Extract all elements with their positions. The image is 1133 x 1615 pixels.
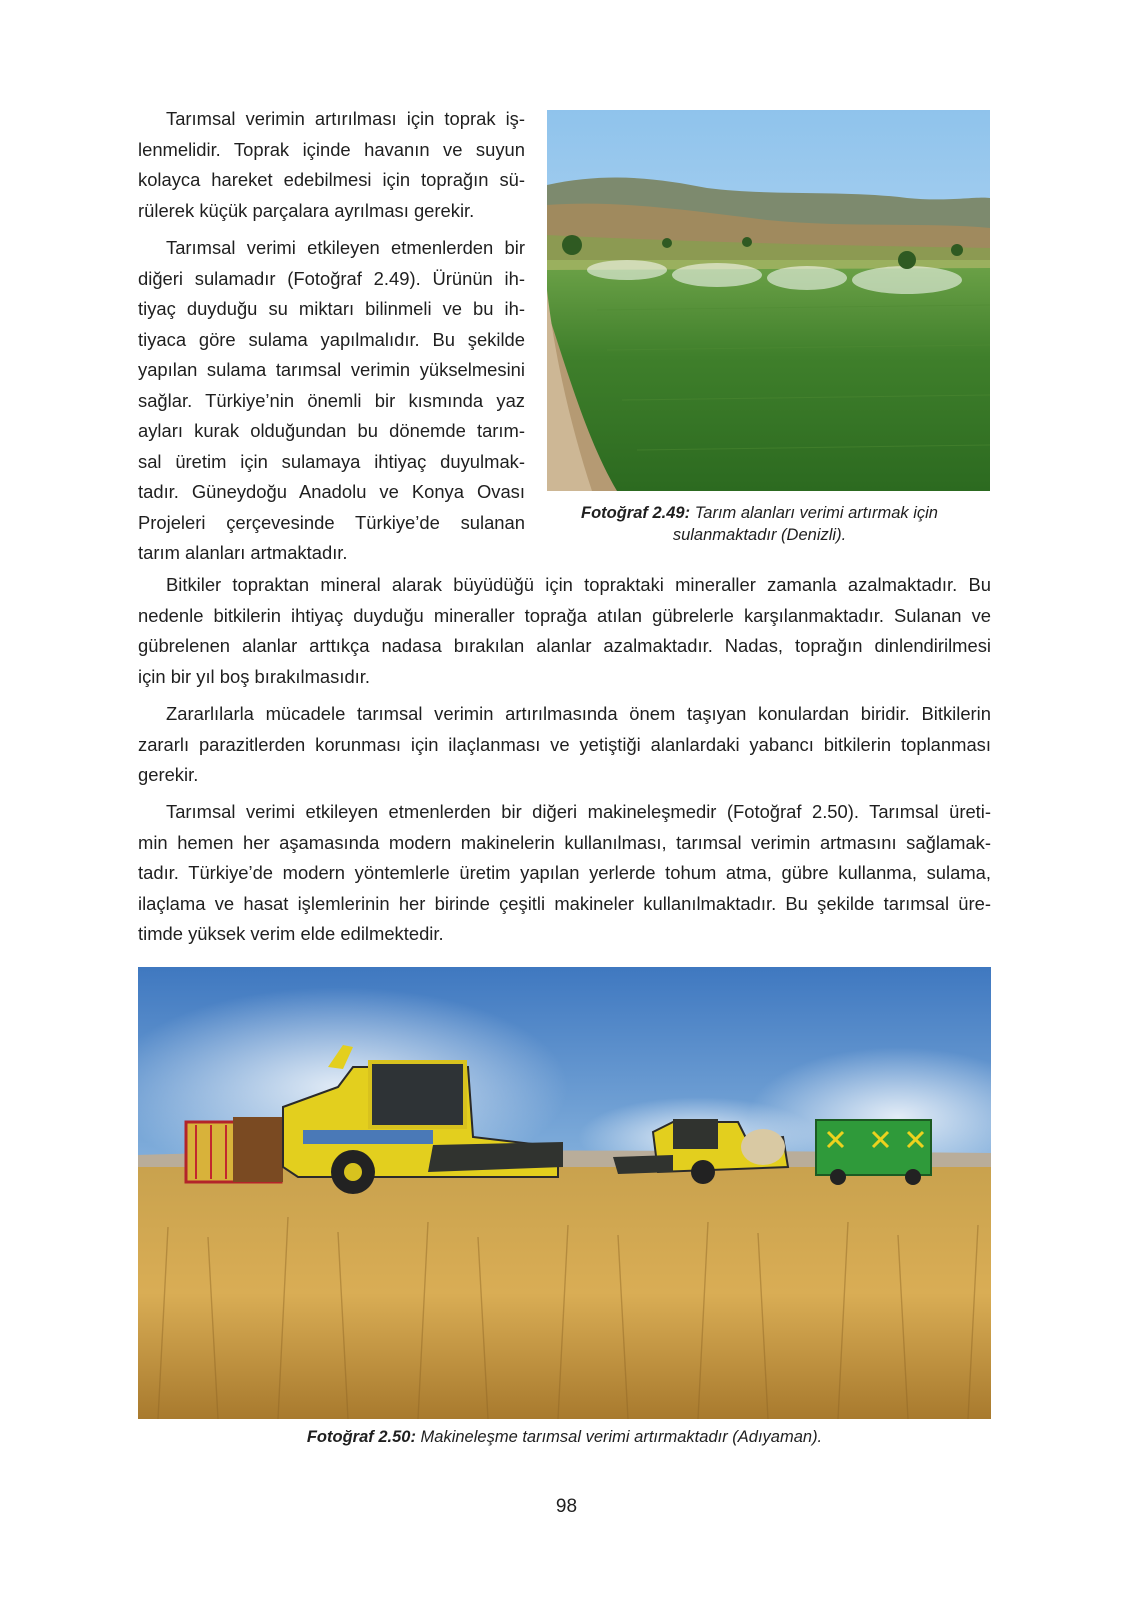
- text-line: ayları kurak olduğundan bu dönemde tarım-: [138, 420, 525, 441]
- caption-label: Fotoğraf 2.49:: [581, 504, 691, 522]
- text-line: rülerek küçük parçalara ayrılması gerekir.: [138, 199, 475, 221]
- photo-irrigation-field: [547, 110, 990, 491]
- paragraph-3: [138, 570, 991, 692]
- text-line: tiyaç duyduğu su miktarı bilinmeli ve bu ih-: [138, 298, 525, 319]
- caption-text: Makineleşme tarımsal verimi artırmaktadır (Adıyaman).: [420, 1428, 823, 1446]
- text-line: ilaçlama ve hasat işlemlerinin her birinde çeşitli makineler kullanılmaktadır. Bu şekilde tarımsal üre-: [138, 892, 991, 914]
- caption-label: Fotoğraf 2.50:: [306, 1428, 416, 1446]
- caption-text: Tarım alanları verimi artırmak için: [694, 504, 938, 522]
- harvesters-wheat-image: [138, 967, 991, 1419]
- photo-caption-2-49: [547, 502, 972, 546]
- text-line: Tarımsal verimi etkileyen etmenlerden bir diğeri makineleşmedir (Fotoğraf 2.50). Tarımsal üreti-: [166, 801, 991, 822]
- text-line: gerekir.: [138, 764, 199, 785]
- text-line: tadır. Güneydoğu Anadolu ve Konya Ovası: [138, 481, 525, 502]
- text-line: yapılan sulama tarımsal verimin yükselmesini: [138, 359, 525, 380]
- photo-harvesters-wheat: [138, 967, 991, 1419]
- text-line: Tarımsal verimi etkileyen etmenlerden bir: [166, 237, 525, 258]
- text-line: nedenle bitkilerin ihtiyaç duyduğu mineraller toprağa atılan gübrelerle karşılanmaktadır. Sulanan ve: [138, 604, 991, 626]
- text-line: timde yüksek verim elde edilmektedir.: [138, 923, 444, 944]
- photo-caption-2-50: [138, 1426, 991, 1448]
- text-line: zararlı parazitlerden korunması için ilaçlanması ve yetiştiği alanlardaki yabancı bitkilerin toplanması: [138, 733, 991, 755]
- green-trailer: [816, 1120, 931, 1185]
- text-line: için bir yıl boş bırakılmasıdır.: [138, 665, 371, 687]
- paragraph-4: [138, 699, 991, 791]
- text-line: sağlar. Türkiye’nin önemli bir kısmında yaz: [138, 389, 525, 411]
- paragraph-2: [138, 233, 525, 569]
- caption-line: sulanmaktadır (Denizli).: [672, 526, 847, 544]
- text-line: min hemen her aşamasında modern makinelerin kullanılması, tarımsal verimin artmasını sağlamak-: [138, 831, 991, 853]
- paragraph-5: [138, 797, 991, 950]
- text-line: lenmelidir. Toprak içinde havanın ve suyun: [138, 138, 525, 160]
- text-line: Tarımsal verimin artırılması için toprak iş-: [166, 108, 525, 129]
- text-line: tarım alanları artmaktadır.: [138, 542, 348, 563]
- text-line: Bitkiler topraktan mineral alarak büyüdüğü için topraktaki mineraller zamanla azalmaktadır. Bu: [166, 574, 991, 595]
- text-line: sal üretim için sulamaya ihtiyaç duyulmak-: [138, 450, 525, 472]
- text-line: Projeleri çerçevesinde Türkiye’de sulanan: [138, 511, 525, 533]
- irrigation-field-image: [547, 110, 990, 491]
- text-line: tiyaca göre sulama yapılmalıdır. Bu şekilde: [138, 328, 525, 350]
- text-line: tadır. Türkiye’de modern yöntemlerle üretim yapılan yerlerde tohum atma, gübre kullanma, sulama,: [138, 862, 991, 883]
- page-number: 98: [555, 1496, 578, 1517]
- caption-line: [547, 502, 972, 524]
- paragraph-1: [138, 104, 525, 226]
- text-line: diğeri sulamadır (Fotoğraf 2.49). Ürünün ih-: [138, 267, 525, 289]
- text-line: gübrelenen alanlar arttıkça nadasa bırakılan alanlar azalmaktadır. Nadas, toprağın dinlendirilmesi: [138, 635, 991, 656]
- text-line: kolayca hareket edebilmesi için toprağın sü-: [138, 169, 525, 190]
- text-line: Zararlılarla mücadele tarımsal verimin artırılmasında önem taşıyan konulardan biridir. Bitkilerin: [166, 703, 991, 724]
